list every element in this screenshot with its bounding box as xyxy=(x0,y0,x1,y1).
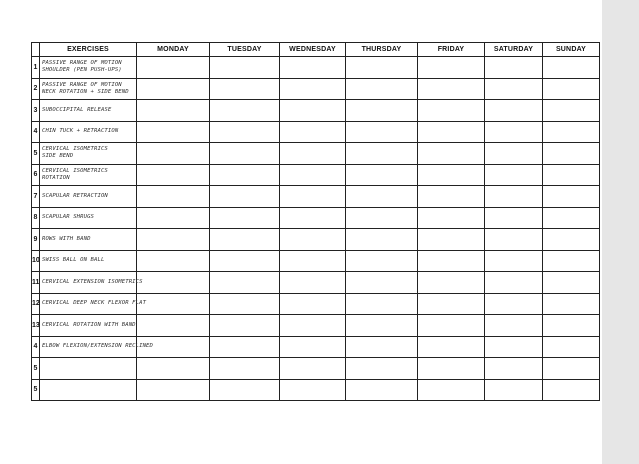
day-cell-tuesday xyxy=(210,57,280,79)
day-cell-sunday xyxy=(543,121,600,143)
day-cell-wednesday xyxy=(280,57,346,79)
day-cell-sunday xyxy=(543,358,600,380)
exercise-handwritten-text: SUBOCCIPITAL RELEASE xyxy=(42,106,112,113)
day-cell-monday xyxy=(137,379,210,401)
day-cell-friday xyxy=(418,379,485,401)
day-cell-saturday xyxy=(485,315,543,337)
day-cell-monday xyxy=(137,121,210,143)
row-number: 8 xyxy=(32,207,40,229)
day-cell-friday xyxy=(418,358,485,380)
day-cell-saturday xyxy=(485,379,543,401)
exercise-handwritten-text: PASSIVE RANGE OF MOTION xyxy=(42,60,122,67)
day-cell-wednesday xyxy=(280,164,346,186)
day-cell-wednesday xyxy=(280,315,346,337)
day-cell-saturday xyxy=(485,250,543,272)
day-cell-saturday xyxy=(485,336,543,358)
table-row xyxy=(32,121,600,143)
day-cell-tuesday xyxy=(210,164,280,186)
exercise-cell xyxy=(40,379,137,401)
row-number: 2 xyxy=(32,78,40,100)
exercise-cell xyxy=(40,143,137,165)
exercise-handwritten-text: CERVICAL ISOMETRICS xyxy=(42,167,108,174)
day-cell-wednesday xyxy=(280,358,346,380)
day-cell-sunday xyxy=(543,143,600,165)
day-cell-thursday xyxy=(346,78,418,100)
table-body xyxy=(32,57,600,401)
row-number: 9 xyxy=(32,229,40,251)
day-cell-thursday xyxy=(346,100,418,122)
row-number: 11 xyxy=(32,272,40,294)
exercise-cell xyxy=(40,186,137,208)
day-cell-saturday xyxy=(485,272,543,294)
table-row xyxy=(32,336,600,358)
day-cell-saturday xyxy=(485,207,543,229)
header-exercises: EXERCISES xyxy=(40,43,137,57)
day-cell-monday xyxy=(137,272,210,294)
row-number: 12 xyxy=(32,293,40,315)
exercise-handwritten-text: SWISS BALL ON BALL xyxy=(42,257,105,264)
day-cell-sunday xyxy=(543,207,600,229)
day-cell-tuesday xyxy=(210,121,280,143)
day-cell-monday xyxy=(137,164,210,186)
exercise-handwritten-text: CERVICAL EXTENSION ISOMETRICS xyxy=(42,278,143,285)
exercise-cell xyxy=(40,207,137,229)
exercise-handwritten-text: SCAPULAR SHRUGS xyxy=(42,214,95,221)
day-cell-wednesday xyxy=(280,250,346,272)
day-cell-monday xyxy=(137,315,210,337)
table-row xyxy=(32,186,600,208)
exercise-cell xyxy=(40,229,137,251)
row-number: 3 xyxy=(32,100,40,122)
day-cell-tuesday xyxy=(210,143,280,165)
day-cell-wednesday xyxy=(280,143,346,165)
day-cell-wednesday xyxy=(280,229,346,251)
day-cell-monday xyxy=(137,358,210,380)
day-cell-thursday xyxy=(346,207,418,229)
day-cell-wednesday xyxy=(280,379,346,401)
table-row xyxy=(32,100,600,122)
day-cell-saturday xyxy=(485,143,543,165)
day-cell-tuesday xyxy=(210,186,280,208)
day-cell-wednesday xyxy=(280,336,346,358)
exercise-handwritten-text: NECK ROTATION + SIDE BEND xyxy=(42,88,129,95)
day-cell-tuesday xyxy=(210,207,280,229)
day-cell-thursday xyxy=(346,315,418,337)
header-row xyxy=(32,43,600,57)
day-cell-sunday xyxy=(543,379,600,401)
day-cell-saturday xyxy=(485,164,543,186)
day-cell-saturday xyxy=(485,293,543,315)
day-cell-sunday xyxy=(543,315,600,337)
day-cell-friday xyxy=(418,164,485,186)
day-cell-friday xyxy=(418,293,485,315)
exercise-cell xyxy=(40,250,137,272)
day-cell-friday xyxy=(418,78,485,100)
day-cell-sunday xyxy=(543,57,600,79)
exercise-handwritten-text: CERVICAL ISOMETRICS xyxy=(42,146,108,153)
day-cell-friday xyxy=(418,207,485,229)
table-row xyxy=(32,379,600,401)
day-cell-sunday xyxy=(543,164,600,186)
header-saturday: SATURDAY xyxy=(485,43,543,57)
table-row xyxy=(32,229,600,251)
row-number: 5 xyxy=(32,358,40,380)
day-cell-thursday xyxy=(346,336,418,358)
day-cell-sunday xyxy=(543,293,600,315)
exercise-cell xyxy=(40,293,147,315)
exercise-cell xyxy=(40,100,137,122)
header-sunday: SUNDAY xyxy=(543,43,600,57)
table-row xyxy=(32,250,600,272)
day-cell-saturday xyxy=(485,100,543,122)
day-cell-sunday xyxy=(543,229,600,251)
scan-margin xyxy=(602,0,639,464)
day-cell-friday xyxy=(418,121,485,143)
day-cell-thursday xyxy=(346,272,418,294)
day-cell-monday xyxy=(137,186,210,208)
row-number: 5 xyxy=(32,143,40,165)
day-cell-thursday xyxy=(346,358,418,380)
header-friday: FRIDAY xyxy=(418,43,485,57)
day-cell-thursday xyxy=(346,250,418,272)
day-cell-monday xyxy=(137,207,210,229)
exercise-handwritten-text: SIDE BEND xyxy=(42,153,74,160)
exercise-cell xyxy=(40,336,153,358)
exercise-cell xyxy=(40,164,137,186)
day-cell-wednesday xyxy=(280,293,346,315)
day-cell-thursday xyxy=(346,186,418,208)
exercise-handwritten-text: CERVICAL ROTATION WITH BAND xyxy=(42,321,136,328)
table-row xyxy=(32,315,600,337)
day-cell-tuesday xyxy=(210,229,280,251)
day-cell-friday xyxy=(418,143,485,165)
day-cell-monday xyxy=(137,78,210,100)
day-cell-monday xyxy=(137,57,210,79)
day-cell-friday xyxy=(418,272,485,294)
row-number: 4 xyxy=(32,121,40,143)
row-number: 10 xyxy=(32,250,40,272)
exercise-cell xyxy=(40,315,137,337)
exercise-handwritten-text: CHIN TUCK + RETRACTION xyxy=(42,128,119,135)
day-cell-tuesday xyxy=(210,272,280,294)
row-number-header xyxy=(32,43,40,57)
row-number: 13 xyxy=(32,315,40,337)
day-cell-tuesday xyxy=(210,293,280,315)
row-number: 5 xyxy=(32,379,40,401)
day-cell-saturday xyxy=(485,57,543,79)
day-cell-sunday xyxy=(543,272,600,294)
exercise-handwritten-text: ELBOW FLEXION/EXTENSION RECLINED xyxy=(42,343,153,350)
day-cell-monday xyxy=(137,293,210,315)
exercise-handwritten-text: ROTATION xyxy=(42,174,70,181)
day-cell-wednesday xyxy=(280,272,346,294)
day-cell-monday xyxy=(137,100,210,122)
table-row xyxy=(32,272,600,294)
exercise-handwritten-text: CERVICAL DEEP NECK FLEXOR FLAT xyxy=(42,300,147,307)
row-number: 6 xyxy=(32,164,40,186)
day-cell-thursday xyxy=(346,143,418,165)
table-row xyxy=(32,358,600,380)
table-row xyxy=(32,143,600,165)
day-cell-thursday xyxy=(346,379,418,401)
row-number: 4 xyxy=(32,336,40,358)
exercise-handwritten-text: SHOULDER (PEN PUSH-UPS) xyxy=(42,67,122,74)
day-cell-monday xyxy=(137,143,210,165)
day-cell-thursday xyxy=(346,121,418,143)
day-cell-saturday xyxy=(485,121,543,143)
day-cell-friday xyxy=(418,57,485,79)
table-row xyxy=(32,78,600,100)
day-cell-saturday xyxy=(485,229,543,251)
day-cell-monday xyxy=(137,250,210,272)
table-row xyxy=(32,164,600,186)
exercise-handwritten-text: PASSIVE RANGE OF MOTION xyxy=(42,81,122,88)
day-cell-saturday xyxy=(485,358,543,380)
day-cell-friday xyxy=(418,336,485,358)
day-cell-thursday xyxy=(346,57,418,79)
day-cell-wednesday xyxy=(280,207,346,229)
exercise-cell xyxy=(40,78,137,100)
header-monday: MONDAY xyxy=(137,43,210,57)
row-number: 1 xyxy=(32,57,40,79)
exercise-cell xyxy=(40,272,143,294)
day-cell-thursday xyxy=(346,229,418,251)
exercise-cell xyxy=(40,358,137,380)
day-cell-friday xyxy=(418,186,485,208)
day-cell-tuesday xyxy=(210,100,280,122)
day-cell-tuesday xyxy=(210,315,280,337)
header-tuesday: TUESDAY xyxy=(210,43,280,57)
day-cell-tuesday xyxy=(210,78,280,100)
day-cell-sunday xyxy=(543,78,600,100)
table-row xyxy=(32,293,600,315)
day-cell-monday xyxy=(137,229,210,251)
row-number: 7 xyxy=(32,186,40,208)
day-cell-wednesday xyxy=(280,186,346,208)
day-cell-wednesday xyxy=(280,121,346,143)
day-cell-tuesday xyxy=(210,250,280,272)
day-cell-friday xyxy=(418,100,485,122)
exercise-handwritten-text: ROWS WITH BAND xyxy=(42,235,91,242)
day-cell-wednesday xyxy=(280,78,346,100)
exercise-handwritten-text: SCAPULAR RETRACTION xyxy=(42,192,108,199)
day-cell-sunday xyxy=(543,186,600,208)
day-cell-sunday xyxy=(543,100,600,122)
day-cell-wednesday xyxy=(280,100,346,122)
table-row xyxy=(32,207,600,229)
day-cell-friday xyxy=(418,250,485,272)
day-cell-tuesday xyxy=(210,358,280,380)
day-cell-tuesday xyxy=(210,336,280,358)
day-cell-friday xyxy=(418,229,485,251)
exercise-cell xyxy=(40,57,137,79)
day-cell-thursday xyxy=(346,164,418,186)
header-wednesday: WEDNESDAY xyxy=(280,43,346,57)
header-thursday: THURSDAY xyxy=(346,43,418,57)
day-cell-thursday xyxy=(346,293,418,315)
day-cell-saturday xyxy=(485,186,543,208)
day-cell-friday xyxy=(418,315,485,337)
table-row xyxy=(32,57,600,79)
day-cell-saturday xyxy=(485,78,543,100)
day-cell-sunday xyxy=(543,250,600,272)
day-cell-tuesday xyxy=(210,379,280,401)
exercise-cell xyxy=(40,121,137,143)
day-cell-sunday xyxy=(543,336,600,358)
exercise-schedule-table xyxy=(31,42,600,401)
